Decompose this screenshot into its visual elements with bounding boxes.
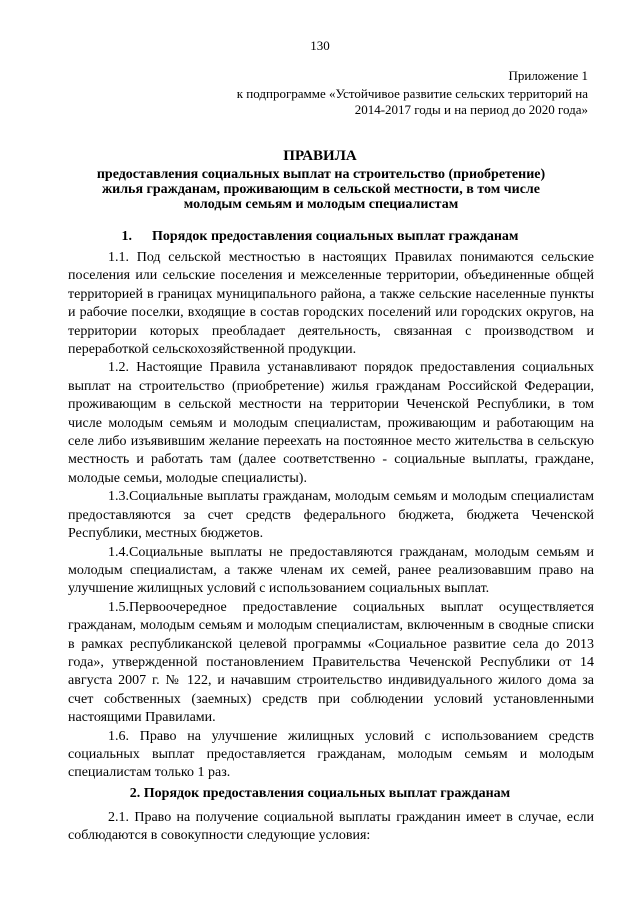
paragraph-1-6: 1.6. Право на улучшение жилищных условий с использованием средств социальных выплат предоставляется гражданам, молодым семьям и молодым специалистам только 1 раз. [68, 728, 594, 781]
paragraph-2-1: 2.1. Право на получение социальной выплаты гражданин имеет в случае, если соблюдаются в совокупности следующие условия: [68, 810, 594, 844]
paragraph-1-1: 1.1. Под сельской местностью в настоящих Правилах понимаются сельские поселения или сельские поселения и межселенные территории, объединенные общей территорией в границах муниципального района, а также сельские населенные пункты и рабочие поселки, входящие в состав городских поселений или городских округов, на территории которых преобладает деятельность, связанная с производством и переработкой сельскохозяйственной продукции. [68, 250, 594, 358]
section-1-heading [0, 229, 640, 245]
paragraph-1-5: 1.5.Первоочередное предоставление социальных выплат осуществляется гражданам, молодым семьям и молодым специалистам, включенным в сводные списки в рамках республиканской целевой программы «Социальное развитие села до 2013 года», утвержденной постановлением Правительства Чеченской Республики от 14 августа 2007 г. № 122, и начавшим строительство индивидуального жилого дома за счет собственных (заемных) средств при соблюдении условий установленными настоящими Правилами. [68, 599, 594, 726]
paragraph-1-4: 1.4.Социальные выплаты не предоставляются гражданам, молодым семьям и молодым специалистам, а также членам их семей, ранее реализовавшим право на улучшение жилищных условий с использованием социальных выплат. [68, 544, 594, 597]
section-2-heading: 2. Порядок предоставления социальных выплат гражданам [129, 786, 511, 801]
appendix-label: Приложение 1 [508, 68, 588, 83]
page-number: 130 [310, 38, 330, 53]
appendix-program-reference: к подпрограмме «Устойчивое развитие сельских территорий на 2014-2017 годы и на период до 2020 года» [236, 86, 588, 117]
paragraph-1-2: 1.2. Настоящие Правила устанавливают порядок предоставления социальных выплат на строительство (приобретение) жилья гражданам Российской Федерации, проживающим в сельской местности на территории Чеченской Республики, в том числе молодым семьям и молодым специалистам, проживающим и работающим на селе либо изъявившим желание переехать на постоянное место жительства в сельскую местность и работать там (далее соответственно - социальные выплаты, граждане, молодые семьи, молодые специалисты). [68, 360, 594, 486]
document-subtitle: предоставления социальных выплат на строительство (приобретение) жилья гражданам, проживающим в сельской местности, в том числе молодым семьям и молодым специалистам [96, 167, 546, 212]
section-1-number: 1. [121, 229, 133, 244]
section-1-body [68, 249, 594, 783]
document-title: ПРАВИЛА [283, 148, 357, 164]
section-1-title: Порядок предоставления социальных выплат гражданам [152, 229, 519, 244]
paragraph-1-3: 1.3.Социальные выплаты гражданам, молодым семьям и молодым специалистам предоставляются за счет средств федерального бюджета, бюджета Чеченской Республики, местных бюджетов. [68, 489, 594, 542]
section-2-body [68, 809, 594, 846]
